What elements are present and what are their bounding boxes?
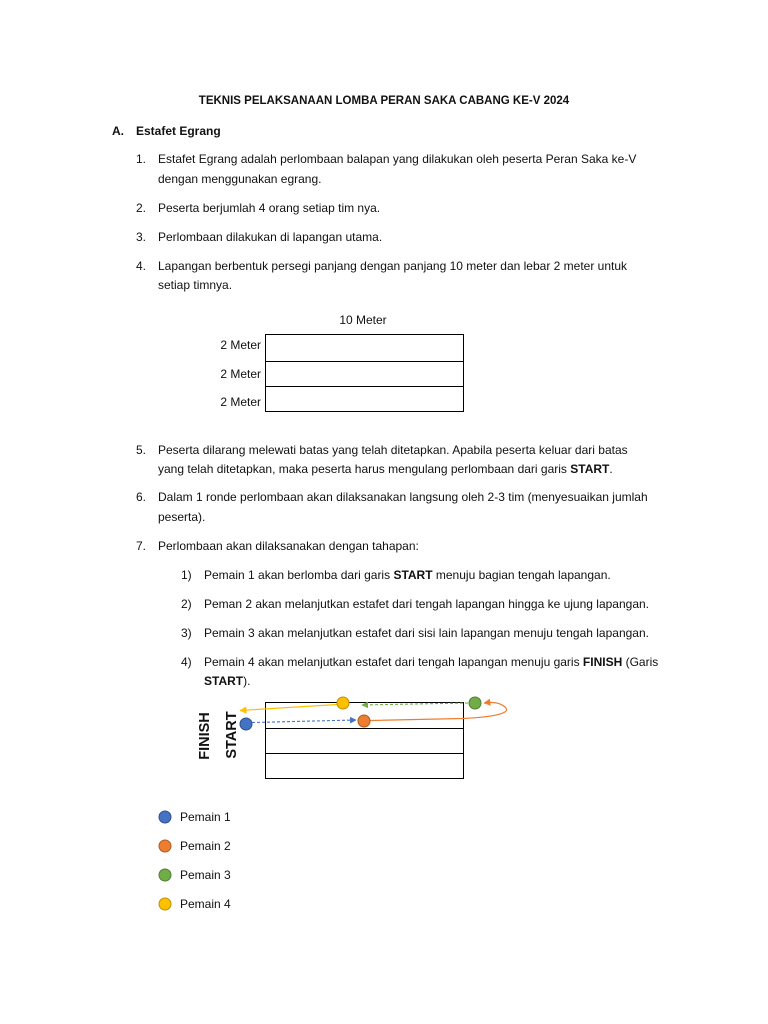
field-width-label: 2 Meter (220, 338, 261, 352)
bold-keyword: FINISH (582, 655, 623, 669)
text-segment: (Garis (622, 655, 659, 669)
legend-label: Pemain 3 (180, 868, 231, 882)
player4-arrow (240, 705, 337, 711)
player3-arrow (362, 703, 468, 705)
list-item-text: dengan menggunakan egrang. (158, 172, 322, 186)
player2-marker (358, 715, 370, 727)
text-segment: . (609, 462, 613, 476)
bold-keyword: START (570, 462, 610, 476)
legend-label: Pemain 2 (180, 839, 231, 853)
player3-marker (469, 697, 481, 709)
list-item-text: Dalam 1 ronde perlombaan akan dilaksanakan langsung oleh 2-3 tim (menyesuaikan jumlah (158, 490, 648, 504)
lane-divider (266, 361, 463, 362)
list-number: 6. (136, 490, 147, 504)
legend-dot (157, 809, 173, 825)
list-number: 4. (136, 259, 147, 273)
list-number: 3. (136, 230, 147, 244)
section-heading: Estafet Egrang (136, 124, 221, 138)
field-width-label: 2 Meter (220, 395, 261, 409)
relay-diagram (190, 690, 520, 790)
list-item-text: Estafet Egrang adalah perlombaan balapan yang dilakukan oleh peserta Peran Saka ke-V (158, 152, 637, 166)
list-item-text: Perlombaan dilakukan di lapangan utama. (158, 230, 383, 244)
bold-keyword: START (204, 674, 244, 688)
step-number: 4) (181, 655, 192, 669)
list-item-text: Peserta berjumlah 4 orang setiap tim nya. (158, 201, 381, 215)
player2-arrow (370, 702, 507, 720)
step-text (204, 654, 658, 670)
list-number: 1. (136, 152, 147, 166)
player1-marker (240, 718, 252, 730)
list-item-text: Lapangan berbentuk persegi panjang dengan panjang 10 meter dan lebar 2 meter untuk (158, 259, 628, 273)
text-segment: ). (243, 674, 251, 688)
text-segment: menuju bagian tengah lapangan. (432, 568, 611, 582)
legend-player2-dot (159, 840, 171, 852)
list-number: 7. (136, 539, 147, 553)
legend-player1-dot (159, 811, 171, 823)
text-segment: yang telah ditetapkan, maka peserta harus mengulang perlombaan dari garis (158, 462, 571, 476)
text-segment: Pemain 1 akan berlomba dari garis (204, 568, 394, 582)
field-length-label: 10 Meter (339, 313, 387, 327)
player4-marker (337, 697, 349, 709)
list-item-text: Perlombaan akan dilaksanakan dengan tahapan: (158, 539, 419, 553)
list-item-text: Peserta dilarang melewati batas yang telah ditetapkan. Apabila peserta keluar dari batas (158, 443, 628, 457)
player1-arrow (252, 720, 356, 723)
page-title: TEKNIS PELAKSANAAN LOMBA PERAN SAKA CABANG KE-V 2024 (198, 95, 570, 107)
legend-player3-dot (159, 869, 171, 881)
step-text: Pemain 3 akan melanjutkan estafet dari sisi lain lapangan menuju tengah lapangan. (204, 626, 649, 640)
step-number: 1) (181, 568, 192, 582)
relay-field (266, 703, 464, 779)
legend-label: Pemain 1 (180, 810, 231, 824)
field-diagram (265, 334, 464, 412)
field-width-label: 2 Meter (220, 367, 261, 381)
legend-label: Pemain 4 (180, 897, 231, 911)
list-item-text: peserta). (158, 510, 206, 524)
step-text (204, 567, 611, 583)
step-number: 3) (181, 626, 192, 640)
list-item-text: setiap timnya. (158, 278, 233, 292)
list-number: 5. (136, 443, 147, 457)
step-text: Peman 2 akan melanjutkan estafet dari tengah lapangan hingga ke ujung lapangan. (204, 597, 650, 611)
step-number: 2) (181, 597, 192, 611)
text-segment: Pemain 4 akan melanjutkan estafet dari tengah lapangan menuju garis (204, 655, 583, 669)
legend-dot (157, 867, 173, 883)
list-number: 2. (136, 201, 147, 215)
bold-keyword: START (393, 568, 433, 582)
lane-divider (266, 386, 463, 387)
legend-dot (157, 896, 173, 912)
start-label: START (224, 711, 240, 759)
legend-player4-dot (159, 898, 171, 910)
legend-dot (157, 838, 173, 854)
finish-label: FINISH (197, 712, 213, 760)
list-item-text (158, 461, 613, 477)
section-marker: A. (112, 124, 124, 138)
step-text (204, 673, 250, 689)
